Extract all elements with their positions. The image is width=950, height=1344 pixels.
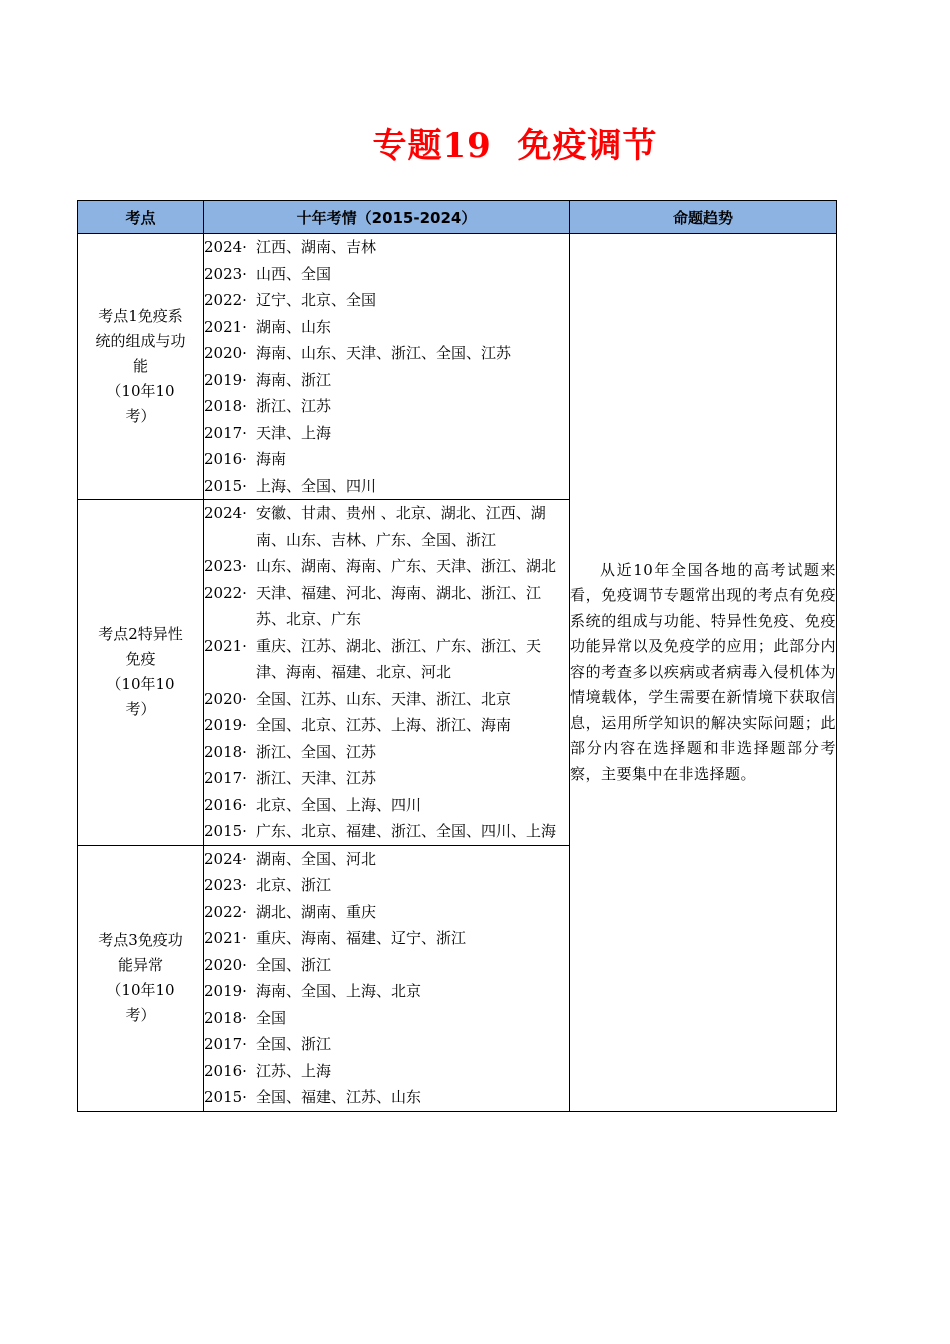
year-entry [204, 314, 569, 341]
header-exam-point: 考点 [78, 201, 204, 234]
table-header-row [78, 201, 837, 234]
year-label: 2016· [204, 795, 247, 814]
year-entry [204, 712, 569, 739]
year-label: 2020· [204, 955, 247, 974]
exam-point-line: 能 [132, 357, 148, 375]
year-entry [204, 580, 569, 633]
exam-point-line: 考） [125, 700, 156, 719]
year-label: 2017· [204, 1035, 247, 1053]
exam-point-line: 考点2特异性 [98, 625, 183, 644]
year-places: 湖南、全国、河北 [256, 849, 377, 868]
year-places: 全国、浙江 [256, 955, 332, 974]
year-entry [204, 473, 569, 500]
year-places: 上海、全国、四川 [256, 476, 377, 495]
year-label: 2024· [204, 238, 247, 256]
exam-analysis-table [77, 200, 837, 1112]
year-entry [204, 872, 569, 899]
year-places: 海南、全国、上海、北京 [256, 982, 422, 1000]
year-places: 全国 [256, 1008, 287, 1027]
year-label: 2016· [204, 1061, 247, 1080]
year-label: 2023· [204, 264, 247, 283]
year-entry [204, 846, 569, 873]
year-places: 重庆、江苏、湖北、浙江、广东、浙江、天津、海南、福建、北京、河北 [256, 636, 542, 681]
year-label: 2020· [204, 344, 247, 362]
year-places: 重庆、海南、福建、辽宁、浙江 [256, 929, 467, 947]
year-places: 湖南、山东 [256, 317, 332, 336]
exam-point-line: 免疫 [125, 650, 156, 669]
page-title: 专题19 免疫调节 [372, 126, 658, 166]
exam-point-cell [78, 845, 204, 1111]
year-places: 全国、北京、江苏、上海、浙江、海南 [256, 716, 512, 734]
exam-point-line: 考） [125, 1006, 156, 1024]
year-label: 2023· [204, 876, 247, 894]
year-entry [204, 1084, 569, 1111]
year-places: 江苏、上海 [256, 1061, 332, 1080]
year-places: 全国、江苏、山东、天津、浙江、北京 [256, 689, 512, 708]
year-places: 全国、福建、江苏、山东 [256, 1088, 422, 1106]
year-entry [204, 1031, 569, 1058]
year-places: 海南 [256, 450, 287, 468]
trend-cell [570, 234, 837, 1112]
year-list-cell [204, 500, 570, 846]
year-entry [204, 553, 569, 580]
year-places: 浙江、天津、江苏 [256, 769, 377, 787]
exam-point-line: （10年10 [106, 675, 175, 694]
exam-point-cell [78, 500, 204, 846]
year-places: 海南、山东、天津、浙江、全国、江苏 [256, 344, 512, 362]
year-places: 浙江、江苏 [256, 397, 332, 415]
year-label: 2022· [204, 902, 247, 921]
year-label: 2015· [204, 822, 247, 840]
year-label: 2018· [204, 1008, 247, 1027]
year-label: 2024· [204, 504, 247, 522]
exam-point-cell [78, 234, 204, 500]
year-places: 天津、福建、河北、海南、湖北、浙江、江苏、北京、广东 [256, 583, 542, 628]
year-label: 2019· [204, 982, 247, 1000]
year-entry [204, 446, 569, 473]
exam-point-line: 考点1免疫系 [98, 307, 183, 325]
year-places: 安徽、甘肃、贵州 、北京、湖北、江西、湖南、山东、吉林、广东、全国、浙江 [256, 504, 546, 549]
year-entry [204, 261, 569, 288]
year-entry [204, 978, 569, 1005]
year-entry [204, 633, 569, 686]
year-entry [204, 818, 569, 845]
year-places: 江西、湖南、吉林 [256, 238, 377, 256]
year-places: 北京、全国、上海、四川 [256, 795, 422, 814]
year-entry [204, 925, 569, 952]
year-places: 全国、浙江 [256, 1035, 332, 1053]
exam-point-line: 能异常 [117, 956, 163, 974]
year-places: 山东、湖南、海南、广东、天津、浙江、湖北 [256, 557, 557, 575]
year-places: 山西、全国 [256, 264, 332, 283]
year-places: 湖北、湖南、重庆 [256, 902, 377, 921]
year-places: 浙江、全国、江苏 [256, 742, 377, 761]
year-label: 2018· [204, 397, 247, 415]
table-row [78, 234, 837, 500]
year-entry [204, 739, 569, 766]
year-entry [204, 393, 569, 420]
year-label: 2017· [204, 423, 247, 442]
year-entry [204, 340, 569, 367]
year-label: 2019· [204, 716, 247, 734]
year-label: 2021· [204, 636, 247, 655]
year-entry [204, 792, 569, 819]
year-entry [204, 899, 569, 926]
year-label: 2022· [204, 583, 247, 602]
year-label: 2022· [204, 291, 247, 309]
exam-point-line: 考点3免疫功 [98, 931, 183, 949]
year-label: 2021· [204, 317, 247, 336]
year-places: 北京、浙江 [256, 876, 332, 894]
year-places: 海南、浙江 [256, 370, 332, 389]
year-list-cell [204, 234, 570, 500]
year-label: 2019· [204, 370, 247, 389]
year-entry [204, 420, 569, 447]
trend-text: 从近10年全国各地的高考试题来看，免疫调节专题常出现的考点有免疫系统的组成与功能、特异性免疫、免疫功能异常以及免疫学的应用；此部分内容的考查多以疾病或者病毒入侵机体为情境载体，学生需要在新情境下获取信息，运用所学知识的解决实际问题；此部分内容在选择题和非选择题部分考察，主要集中在非选择题。 [570, 560, 836, 783]
year-places: 辽宁、北京、全国 [256, 291, 377, 309]
exam-point-line: 统的组成与功 [95, 332, 186, 350]
exam-point-line: （10年10 [106, 981, 175, 999]
year-label: 2020· [204, 689, 247, 708]
year-label: 2021· [204, 929, 247, 947]
year-label: 2018· [204, 742, 247, 761]
year-label: 2015· [204, 1088, 247, 1106]
year-entry [204, 234, 569, 261]
year-entry [204, 686, 569, 713]
header-ten-year-record: 十年考情（2015-2024） [204, 201, 570, 234]
exam-point-line: 考） [125, 407, 156, 425]
year-entry [204, 765, 569, 792]
year-entry [204, 952, 569, 979]
header-trend: 命题趋势 [570, 201, 837, 234]
year-entry [204, 500, 569, 553]
year-label: 2016· [204, 450, 247, 468]
exam-point-line: （10年10 [106, 382, 175, 400]
year-entry [204, 1058, 569, 1085]
year-list-cell [204, 845, 570, 1111]
year-label: 2024· [204, 849, 247, 868]
year-label: 2015· [204, 476, 247, 495]
year-label: 2023· [204, 557, 247, 575]
year-entry [204, 367, 569, 394]
year-entry [204, 287, 569, 314]
year-places: 天津、上海 [256, 423, 332, 442]
year-places: 广东、北京、福建、浙江、全国、四川、上海 [256, 822, 557, 840]
year-entry [204, 1005, 569, 1032]
year-label: 2017· [204, 769, 247, 787]
